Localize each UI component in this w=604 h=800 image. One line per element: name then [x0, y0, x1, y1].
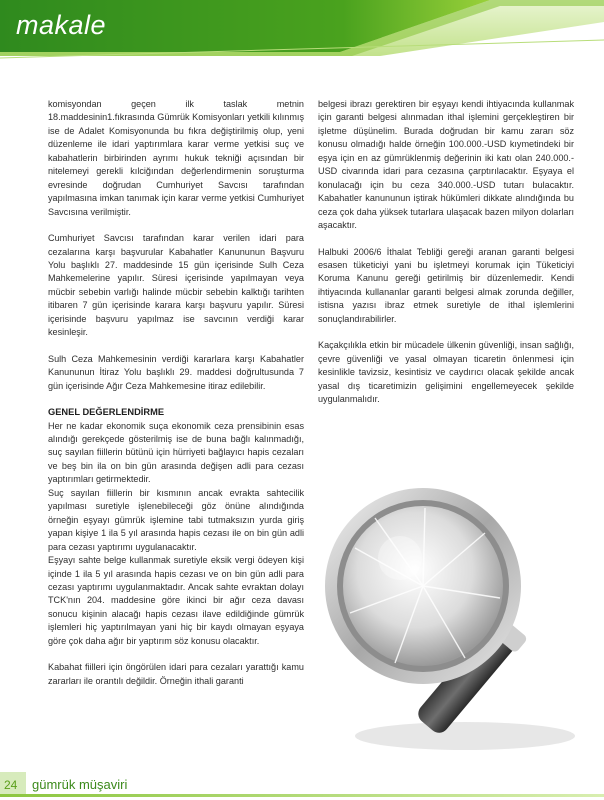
- header-band: [0, 0, 604, 64]
- paragraph: Cumhuriyet Savcısı tarafından karar verilen idari para cezalarına karşı başvurular Kabahatler Kanununun Başvuru Yolu başlıklı 27. maddesinde 15 gün içerisinde Sulh Ceza Mahkemelerine yapılır. Süresi içerisinde yapılmayan veya mücbir sebebin varlığı halinde mücbir sebebin kalktığı tarihten itibaren 7 gün içerisinde karara karşı başvuru yapılır. Süresi içerisinde başvuru yapılmaz ise savcının verdiği karar kesinleşir.: [48, 233, 304, 338]
- paragraph: Kabahat fiilleri için öngörülen idari para cezaları yarattığı kamu zararları ile orantılı değildir. Örneğin ithali garanti: [48, 662, 304, 686]
- paragraph: Suç sayılan fiillerin bir kısmının ancak evrakta sahtecilik yapılması suretiyle işlenebileceği göz önüne alındığında örneğin eşyayı gümrük işlemine tabi tutmaksızın yurda giriş yapan kişiye 1 ila 5 yıl arasında hapis cezası ile on bin gün adli para cezası yaptırımı uygulanacaktır.: [48, 487, 304, 552]
- paragraph: Eşyayı sahte belge kullanmak suretiyle eksik vergi ödeyen kişi içinde 1 ila 5 yıl arasında hapis cezası ve on bin gün adli para cezası yaptırımı uygulanmaktadır. Ancak sahte evraktan dolayı TCK'nın 204. maddesine göre ikinci bir ağır ceza davası sonucu kişinin alacağı hapis cezası ilave edildiğinde gümrük işlemleri hiç yaptırılmayan yani hiç bir kaydı olmayan eşyaya göre çok daha ağır bir yaptırım söz konusu olacaktır.: [48, 555, 304, 646]
- page-number: 24: [4, 778, 18, 792]
- right-column: [318, 98, 574, 420]
- section-title: makale: [16, 10, 107, 40]
- left-column: [48, 98, 304, 701]
- magnifying-glass-icon: [315, 478, 585, 758]
- paragraph: Halbuki 2006/6 İthalat Tebliği gereği aranan garanti belgesi esasen tüketiciyi yani bu işletmeyi korumak için Tüketiciyi Koruma Kanunu gereği getirilmiş bir düzenlemedir. Kendi ihtiyacında kullananlar garanti belgesi almak zorunda değiller, istisna yazısı ibraz etmek suretiyle de ithal işlemlerini sonuçlandırabilirler.: [318, 246, 574, 324]
- paragraph: belgesi ibrazı gerektiren bir eşyayı kendi ihtiyacında kullanmak için garanti belgesi alınmadan ithal işlemini gerçekleştiren bir işletme düşünelim. Burada doğrudan bir kamu zararı söz konusu olmadığı halde örneğin 100.000.-USD kıymetindeki bir eşya için en az gümrüklenmiş değerinin iki katı olan 240.000.-USD civarında idari para cezasına çarptırılacaktır. Eşyaya el konulacağı için bu ceza 340.000.-USD tutarı bulacaktır. Kabahatler kanununun iştirak hükümleri dikkate alındığında bu ceza çok daha yüksek tutarlara ulaşacak bazen milyon dolarları aşacaktır.: [318, 99, 574, 231]
- paragraph: Sulh Ceza Mahkemesinin verdiği kararlara karşı Kabahatler Kanununun İtiraz Yolu başlıklı 29. maddesi doğrultusunda 7 gün içerisinde Ağır Ceza Mahkemesine itiraz edilebilir.: [48, 353, 304, 391]
- paragraph: Kaçakçılıkla etkin bir mücadele ülkenin güvenliği, insan sağlığı, çevre güvenliği ve yasal olmayan ticaretin önlenmesi için kesinlikle tavizsiz, kesintisiz ve caydırıcı olacak şekilde ancak yasal dış ticaretimizin gelişimini engellemeyecek şekilde uygulanmalıdır.: [318, 340, 574, 405]
- paragraph: Her ne kadar ekonomik suça ekonomik ceza prensibinin esas alındığı gerekçede gösterilmiş ise de buna bağlı kalınmadığı, suç sayılan fiillerin bütünü için hürriyeti bağlayıcı hapis cezaları ve beş bin ila on bin gün arasında değişen adli para cezası yaptırımları getirmektedir.: [48, 420, 304, 485]
- section-heading: GENEL DEĞERLENDİRME: [48, 407, 165, 418]
- magnifying-glass-illustration: [315, 478, 585, 758]
- paragraph: komisyondan geçen ilk taslak metnin 18.maddesinin1.fıkrasında Gümrük Komisyonları yetkili kılınmış ise de Adalet Komisyonunda bu fıkra değiştirilmiş olup, yeni düzenleme ile idari yaptırımlara karar verme yetkisi suç ve kabahatlerin birbirinden ayrımı hukuk tekniği açısından bir nitelemeyi gerekli kılciğından değerlendirmenin soruşturma evresinde doğrudan Cumhuriyet Savcısı tarafından yapılmasına imkan tanımak için karar verme yetkisi Cumhuriyet Savcısına verilmiştir.: [48, 99, 304, 217]
- footer-band: [0, 770, 604, 800]
- magazine-name: gümrük müşaviri: [32, 777, 128, 792]
